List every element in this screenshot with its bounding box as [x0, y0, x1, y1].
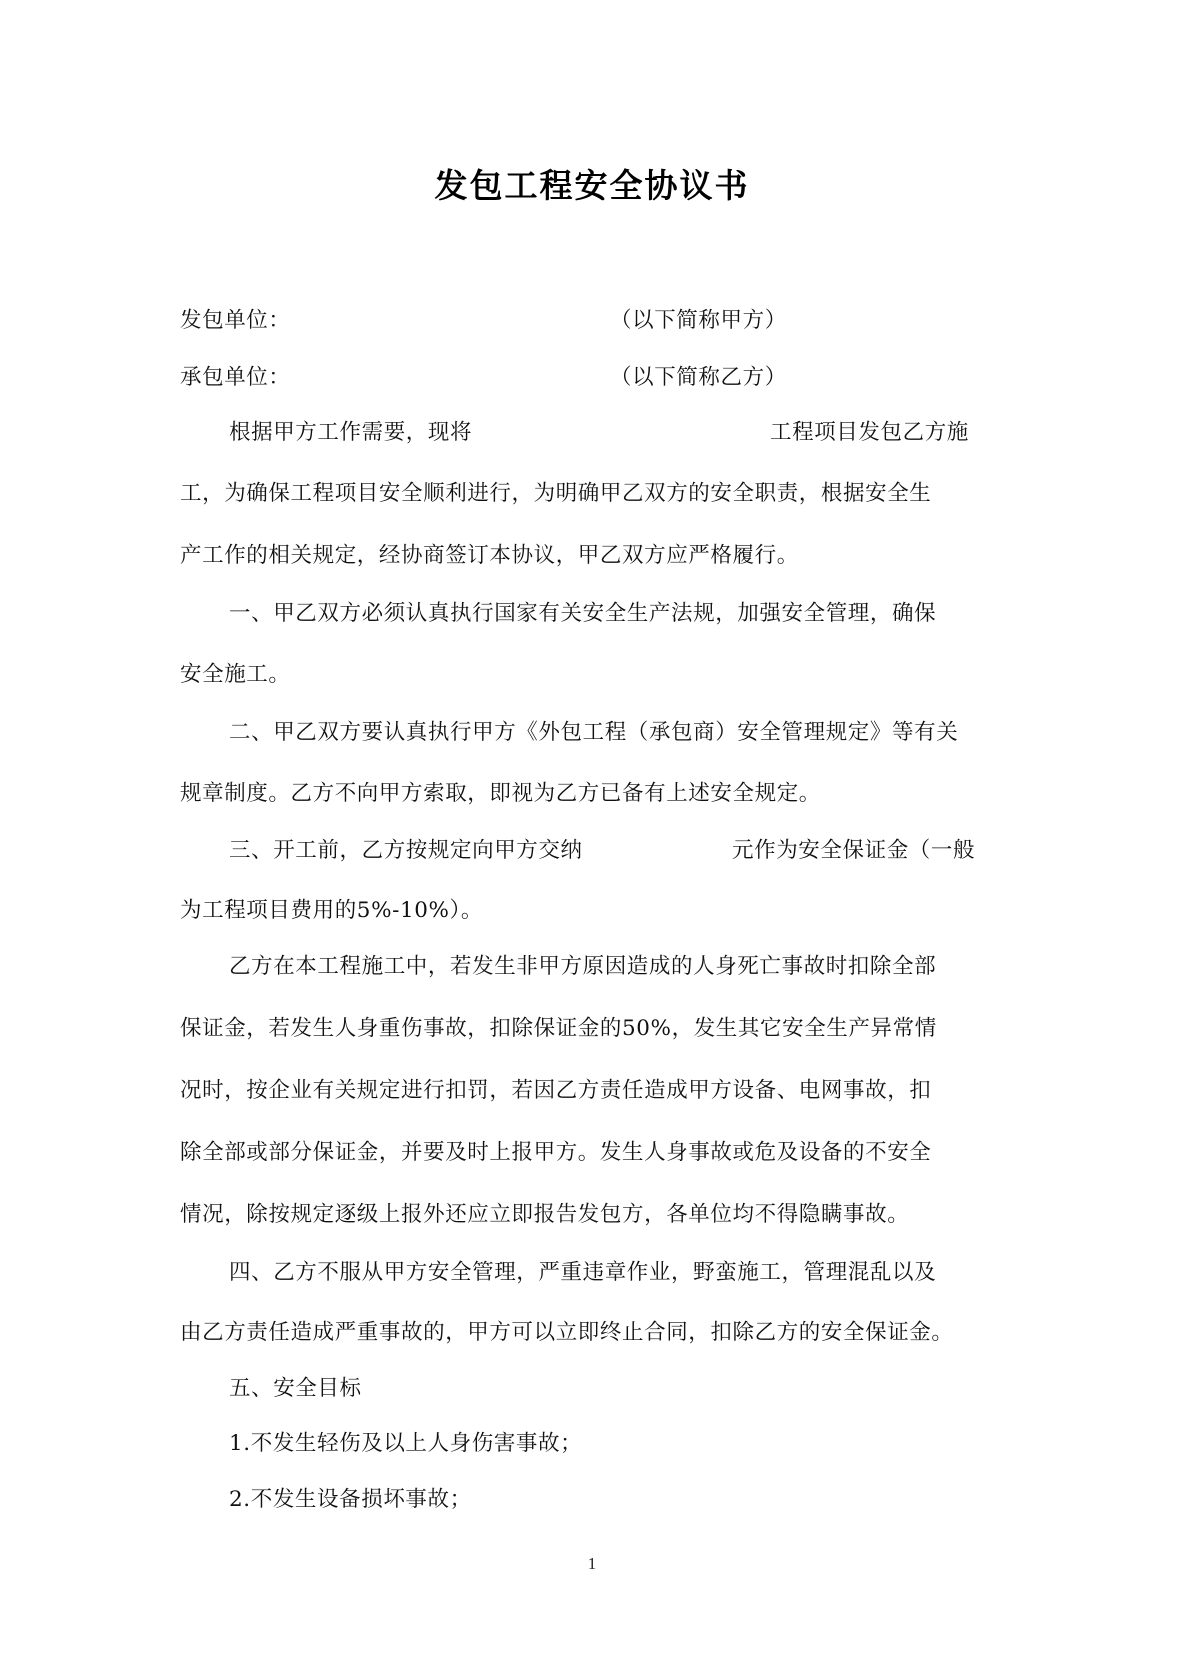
party-b-label: 承包单位： [180, 365, 291, 390]
penalty-line-1: 乙方在本工程施工中，若发生非甲方原因造成的人身死亡事故时扣除全部 [229, 954, 937, 979]
party-b-note: （以下简称乙方） [610, 365, 787, 390]
penalty-line-5: 情况，除按规定逐级上报外还应立即报告发包方，各单位均不得隐瞒事故。 [180, 1202, 910, 1227]
clause-4-line-2: 由乙方责任造成严重事故的，甲方可以立即终止合同，扣除乙方的安全保证金。 [180, 1320, 954, 1345]
party-a-note: （以下简称甲方） [610, 308, 787, 333]
safety-goal-item-1: 1.不发生轻伤及以上人身伤害事故； [229, 1431, 583, 1456]
intro-line-2: 工，为确保工程项目安全顺利进行，为明确甲乙双方的安全职责，根据安全生 [180, 481, 932, 506]
clause-4-line-1: 四、乙方不服从甲方安全管理，严重违章作业，野蛮施工，管理混乱以及 [229, 1260, 937, 1285]
clause-2-line-2: 规章制度。乙方不向甲方索取，即视为乙方已备有上述安全规定。 [180, 781, 821, 806]
clause-3-line-2: 为工程项目费用的5%-10%）。 [180, 898, 484, 923]
penalty-line-4: 除全部或部分保证金，并要及时上报甲方。发生人身事故或危及设备的不安全 [180, 1140, 932, 1165]
clause-5-heading: 五、安全目标 [229, 1376, 362, 1401]
page-number: 1 [587, 1554, 597, 1573]
document-title: 发包工程安全协议书 [434, 166, 750, 205]
clause-1-line-2: 安全施工。 [180, 662, 291, 687]
intro-line-3: 产工作的相关规定，经协商签订本协议，甲乙双方应严格履行。 [180, 543, 799, 568]
clause-2-line-1: 二、甲乙双方要认真执行甲方《外包工程（承包商）安全管理规定》等有关 [229, 720, 959, 745]
intro-line-1-right: 工程项目发包乙方施 [770, 420, 969, 445]
penalty-line-2: 保证金，若发生人身重伤事故，扣除保证金的50%，发生其它安全生产异常情 [180, 1016, 937, 1041]
clause-1-line-1: 一、甲乙双方必须认真执行国家有关安全生产法规，加强安全管理，确保 [229, 601, 937, 626]
intro-line-1-left: 根据甲方工作需要，现将 [229, 420, 473, 445]
penalty-line-3: 况时，按企业有关规定进行扣罚，若因乙方责任造成甲方设备、电网事故，扣 [180, 1078, 932, 1103]
clause-3-line-1-left: 三、开工前，乙方按规定向甲方交纳 [229, 838, 583, 863]
party-a-label: 发包单位： [180, 308, 291, 333]
safety-goal-item-2: 2.不发生设备损坏事故； [229, 1487, 472, 1512]
clause-3-line-1-right: 元作为安全保证金（一般 [732, 838, 976, 863]
